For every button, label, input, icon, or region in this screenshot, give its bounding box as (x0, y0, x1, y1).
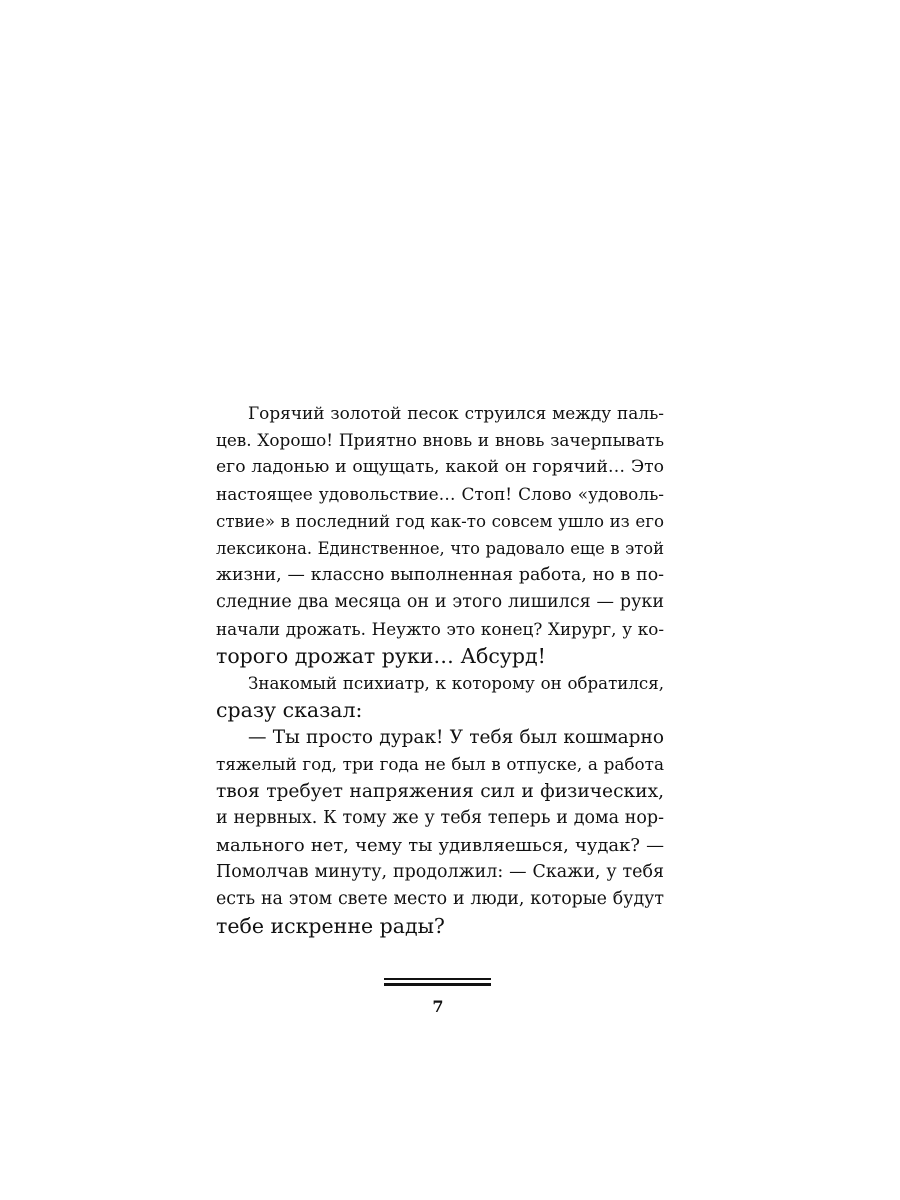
text-line: — Ты просто дурак! У тебя был кошмарно (248, 727, 664, 748)
text-line: жизни, — классно выполненная работа, но в по- (216, 565, 664, 585)
text-line: сразу сказал: (216, 698, 363, 722)
text-line: тяжелый год, три года не был в отпуске, а работа (216, 754, 664, 774)
text-line: Помолчав минуту, продолжил: — Скажи, у тебя (216, 862, 664, 882)
text-line: есть на этом свете место и люди, которые будут (216, 889, 664, 909)
text-line: ствие» в последний год как-то совсем ушло из его (216, 512, 664, 531)
text-line: торого дрожат руки… Абсурд! (216, 644, 546, 668)
text-line: твоя требует напряжения сил и физических, (216, 781, 664, 802)
text-line: и нервных. К тому же у тебя теперь и дома нор- (216, 808, 664, 828)
text-line: начали дрожать. Неужто это конец? Хирург, у ко- (216, 619, 664, 639)
page-number: 7 (432, 997, 444, 1016)
text-line: мального нет, чему ты удивляешься, чудак? — (216, 835, 664, 856)
text-line: следние два месяца он и этого лишился — руки (216, 592, 664, 612)
text-line: цев. Хорошо! Приятно вновь и вновь зачерпывать (216, 430, 664, 450)
text-line: его ладонью и ощущать, какой он горячий… Это (216, 457, 664, 477)
text-line: Знакомый психиатр, к которому он обратился, (248, 674, 664, 693)
text-line: Горячий золотой песок струился между паль- (248, 403, 664, 423)
footer-rule-thin (384, 978, 491, 980)
text-line: лексикона. Единственное, что радовало еще в этой (216, 539, 664, 558)
footer-rule-thick (384, 983, 491, 986)
text-line: настоящее удовольствие… Стоп! Слово «удоволь- (216, 484, 664, 504)
text-line: тебе искренне рады? (216, 914, 445, 938)
body-text (216, 400, 664, 940)
